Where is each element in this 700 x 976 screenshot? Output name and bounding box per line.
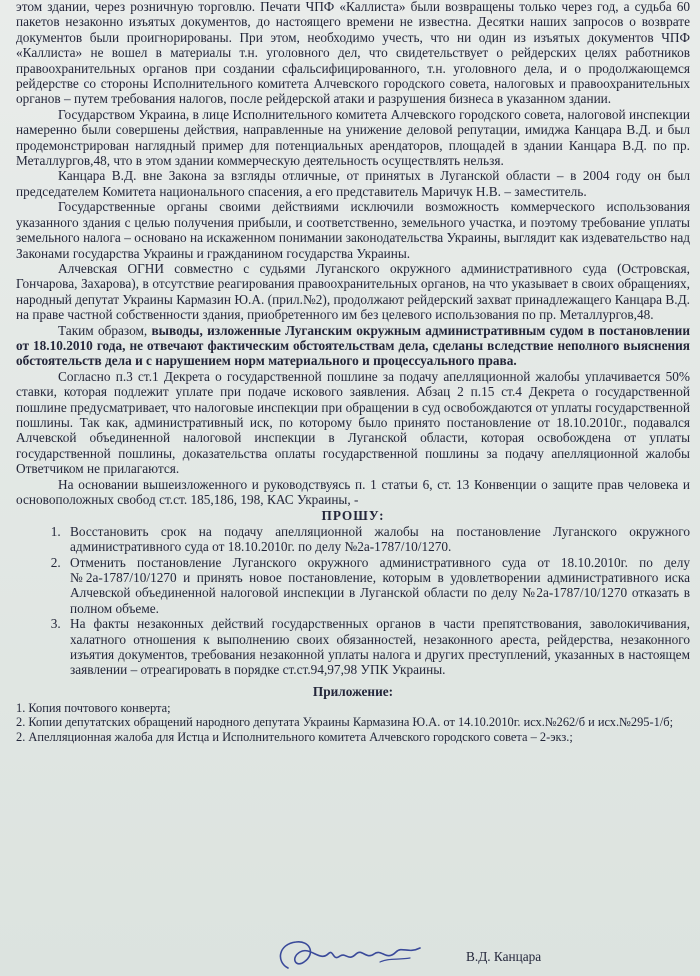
paragraph: Согласно п.3 ст.1 Декрета о государственной пошлине за подачу апелляционной жалобы уплачивается 50% ставки, которая подлежит уплате при подаче искового заявления. Абзац 2 п.15 ст.4 Декрета о государственной пошлине предусматривает, что налоговые инспекции при обращении в суд освобождаются от уплаты государственной пошлины. Так как, административный иск, по которому было принято постановление от 18.10.2010г., подавался Алчевской объединенной налоговой инспекции в Луганской области, которая освобождена от уплаты государственной пошлины, доказательства оплаты государственной пошлины за подачу апелляционной жалобы Ответчиком не прилагаются. [16,368,690,477]
plea-item: 2. Отменить постановление Луганского окружного административного суда от 18.10.2010г. по делу №2а-1787/10/1270 и принять новое постановление, которым в удовлетворении административного иска Алчевской объединенной налоговой инспекции в Луганской области по делу №2а-1787/10/1270 отказать в полном объеме. [64,555,690,617]
attachment-item: 2. Апелляционная жалоба для Истца и Исполнительного комитета Алчевского городского совета – 2-экз.; [16,729,573,744]
plea-item: 1. Восстановить срок на подачу апелляционной жалобы на постановление Луганского окружного административного суда от 18.10.2010г. по делу №2а-1787/10/1270. [64,524,690,555]
paragraph: Алчевская ОГНИ совместно с судьями Луганского окружного административного суда (Островская, Гончарова, Захарова), в отсутствие реагирования правоохранительных органов, на что указывает в своих обращениях, народный депутат Украины Кармазин Ю.А. (прил.№2), продолжают рейдерский захват принадлежащего Канцара В.Д. на праве частной собственности здания, приобретенного им без целевого использования по пр. Металлургов,48. [16,260,690,323]
paragraph: На основании вышеизложенного и руководствуясь п. 1 статьи 6, ст. 13 Конвенции о защите прав человека и основоположных свобод ст.ст. 185,186, 198, КАС Украины, - [16,476,690,507]
attachments-list [16,701,690,744]
conclusion-bold: выводы, изложенные Луганским окружным административным судом в постановлении от 18.10.2010 года, не отвечают фактическим обстоятельствам дела, сделаны вследствие неполного выяснения обстоятельств дела и с нарушением норм материального и процессуального права. [16,322,690,369]
attachment-item: 1. Копия почтового конверта; [16,701,171,716]
plea-title: ПРОШУ: [321,508,385,524]
paragraph: Государственные органы своими действиями исключили возможность коммерческого использования указанного здания с целью получения прибыли, и соответственно, земельного участка, и поэтому требование уплаты земельного налога – основано на искаженном понимании законодательства Украины, выглядит как издевательство над Законами государства Украины и гражданином государства Украины. [16,199,690,261]
conclusion-lead: Таким образом, [58,322,152,338]
plea-list [16,524,690,678]
attachment-item: 2. Копии депутатских обращений народного депутата Украины Кармазина Ю.А. от 14.10.2010г. исх.№262/б и исх.№295-1/б; [16,715,674,730]
paragraph: Государством Украина, в лице Исполнительного комитета Алчевского городского совета, налоговой инспекции намеренно были совершены действия, направленные на унижение деловой репутации, имиджа Канцара В.Д. и был продемонстрирован наглядный пример для потенциальных арендаторов, площадей в здании Канцара В.Д. по пр. Металлургов,48, что в этом здании коммерческую деятельность осуществлять нельзя. [16,106,690,169]
conclusion-paragraph [16,323,690,369]
plea-item: 3. На факты незаконных действий государственных органов в части препятствования, заволокичивания, халатного отношения к выполнению своих обязанностей, незаконного ареста, рейдерства, незаконного изъятия документов, требования незаконной уплаты налога и других преступлений, указанных в настоящем заявлении – отреагировать в порядке ст.ст.94,97,98 УПК Украины. [64,616,690,678]
paragraph: Канцара В.Д. вне Закона за взгляды отличные, от принятых в Луганской области – в 2004 году он был председателем Комитета национального спасения, а его представитель Маричук Н.В. – заместитель. [16,168,690,199]
paragraph: этом здании, через розничную торговлю. Печати ЧПФ «Каллиста» были возвращены только через год, а судьба 60 пакетов незаконно изъятых документов, до настоящего времени не известна. Десятки наших запросов о возврате документов были проигнорированы. При этом, необходимо учесть, что ни один из изъятых документов ЧПФ «Каллиста» не вошел в материалы т.н. уголовного дел, что свидетельствует о рейдерских целях работников правоохранительных органов при создании сфальсифицированного, т.н. уголовного дела, и о продолжающемся рейдерстве со стороны Исполнительного комитета Алчевского городского совета, налоговых и правоохранительных органов – путем требования налогов, после рейдерской атаки и разрушения бизнеса в указанном здании. [16,0,690,107]
signature-block [0,928,700,976]
attachments-title: Приложение: [312,683,394,699]
handwritten-signature [270,932,440,976]
signatory-name: В.Д. Канцара [466,948,542,964]
